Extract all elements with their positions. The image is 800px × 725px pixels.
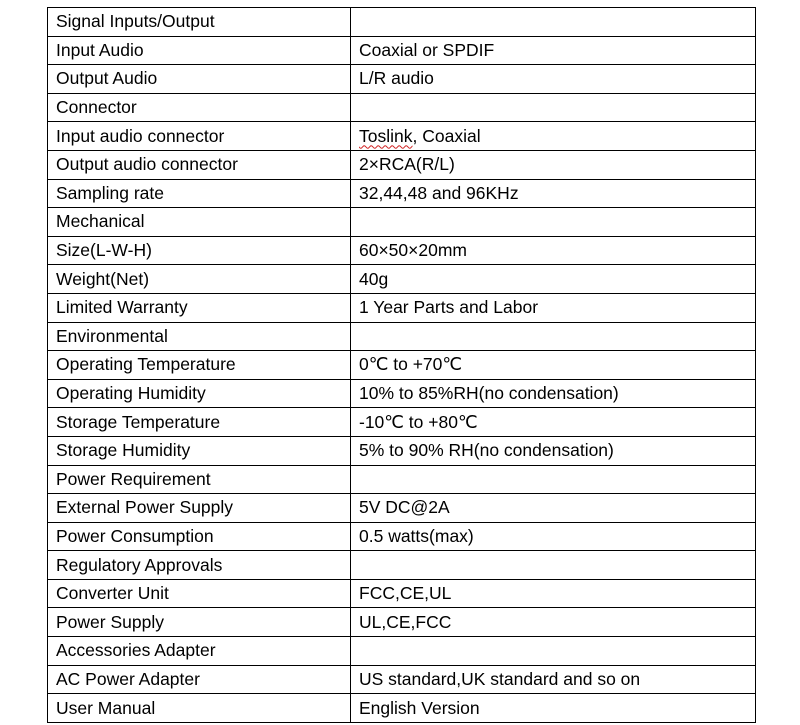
row-label: Operating Humidity	[48, 379, 351, 408]
row-label: Output Audio	[48, 65, 351, 94]
row-value	[351, 8, 756, 37]
spec-table-body	[48, 8, 756, 723]
table-row	[48, 494, 756, 523]
spellcheck-underlined-word: Toslink	[359, 125, 413, 146]
row-value	[351, 93, 756, 122]
table-row	[48, 293, 756, 322]
table-row	[48, 665, 756, 694]
row-label: Power Supply	[48, 608, 351, 637]
row-label: Operating Temperature	[48, 351, 351, 380]
table-row	[48, 36, 756, 65]
row-label: Environmental	[48, 322, 351, 351]
row-label: Storage Humidity	[48, 436, 351, 465]
table-row	[48, 379, 756, 408]
section-row-connector	[48, 93, 756, 122]
row-label: Size(L-W-H)	[48, 236, 351, 265]
section-row-accessories-adapter	[48, 637, 756, 666]
table-row	[48, 408, 756, 437]
section-row-environmental	[48, 322, 756, 351]
table-row	[48, 436, 756, 465]
row-value	[351, 322, 756, 351]
row-label: Storage Temperature	[48, 408, 351, 437]
section-row-power-requirement	[48, 465, 756, 494]
row-value-rest: , Coaxial	[412, 125, 481, 146]
row-value: -10℃ to +80℃	[351, 408, 756, 437]
row-value: 5V DC@2A	[351, 494, 756, 523]
row-value: 0.5 watts(max)	[351, 522, 756, 551]
spec-table	[47, 7, 756, 723]
row-value: 10% to 85%RH(no condensation)	[351, 379, 756, 408]
row-label: Limited Warranty	[48, 293, 351, 322]
table-row	[48, 265, 756, 294]
row-value: 5% to 90% RH(no condensation)	[351, 436, 756, 465]
row-label: Power Consumption	[48, 522, 351, 551]
row-value: FCC,CE,UL	[351, 579, 756, 608]
row-value: English Version	[351, 694, 756, 723]
row-value: UL,CE,FCC	[351, 608, 756, 637]
row-label: Accessories Adapter	[48, 637, 351, 666]
table-row	[48, 122, 756, 151]
row-value	[351, 208, 756, 237]
row-value	[351, 637, 756, 666]
table-row	[48, 522, 756, 551]
table-row	[48, 150, 756, 179]
table-row	[48, 694, 756, 723]
row-value	[351, 465, 756, 494]
row-value: 0℃ to +70℃	[351, 351, 756, 380]
row-label: Converter Unit	[48, 579, 351, 608]
table-row	[48, 351, 756, 380]
row-value: 32,44,48 and 96KHz	[351, 179, 756, 208]
row-label: Output audio connector	[48, 150, 351, 179]
row-label: Weight(Net)	[48, 265, 351, 294]
row-label: External Power Supply	[48, 494, 351, 523]
section-row-mechanical	[48, 208, 756, 237]
row-label: Signal Inputs/Output	[48, 8, 351, 37]
row-value	[351, 122, 756, 151]
row-label: Power Requirement	[48, 465, 351, 494]
section-row-regulatory-approvals	[48, 551, 756, 580]
row-label: Connector	[48, 93, 351, 122]
row-label: Input audio connector	[48, 122, 351, 151]
table-row	[48, 579, 756, 608]
row-value: Coaxial or SPDIF	[351, 36, 756, 65]
row-label: Input Audio	[48, 36, 351, 65]
section-row-signal-inputs-output	[48, 8, 756, 37]
table-row	[48, 236, 756, 265]
row-value: 40g	[351, 265, 756, 294]
row-value: 60×50×20mm	[351, 236, 756, 265]
row-label: Mechanical	[48, 208, 351, 237]
row-label: Regulatory Approvals	[48, 551, 351, 580]
row-value: L/R audio	[351, 65, 756, 94]
row-value	[351, 551, 756, 580]
row-label: Sampling rate	[48, 179, 351, 208]
table-row	[48, 608, 756, 637]
row-label: AC Power Adapter	[48, 665, 351, 694]
table-row	[48, 179, 756, 208]
table-row	[48, 65, 756, 94]
row-value: US standard,UK standard and so on	[351, 665, 756, 694]
row-value: 2×RCA(R/L)	[351, 150, 756, 179]
row-label: User Manual	[48, 694, 351, 723]
row-value: 1 Year Parts and Labor	[351, 293, 756, 322]
